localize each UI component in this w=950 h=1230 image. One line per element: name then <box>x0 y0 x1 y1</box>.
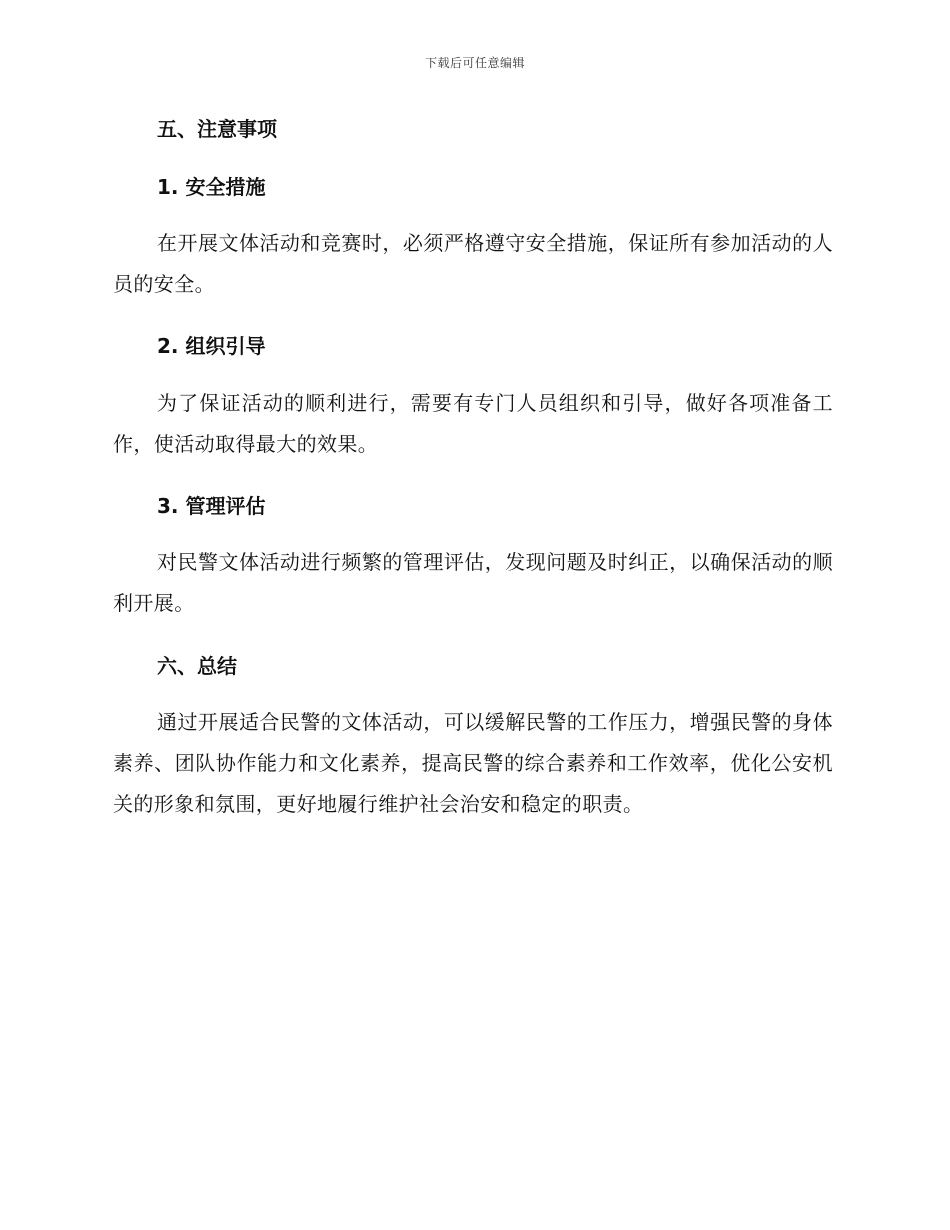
section-title-precautions: 五、注意事项 <box>157 117 277 141</box>
paragraph-organization: 为了保证活动的顺利进行，需要有专门人员组织和引导，做好各项准备工作，使活动取得最大的效果。 <box>113 391 833 456</box>
paragraph-safety: 在开展文体活动和竞赛时，必须严格遵守安全措施，保证所有参加活动的人员的安全。 <box>113 231 833 296</box>
paragraph-evaluation: 对民警文体活动进行频繁的管理评估，发现问题及时纠正，以确保活动的顺利开展。 <box>113 550 833 615</box>
section-title-summary: 六、总结 <box>157 654 237 678</box>
subsection-title-safety: 1. 安全措施 <box>157 175 266 199</box>
subsection-title-evaluation: 3. 管理评估 <box>157 494 266 518</box>
subsection-title-organization: 2. 组织引导 <box>157 334 266 358</box>
page-header-note: 下载后可任意编辑 <box>424 56 525 70</box>
paragraph-summary: 通过开展适合民警的文体活动，可以缓解民警的工作压力，增强民警的身体素养、团队协作能力和文化素养，提高民警的综合素养和工作效率，优化公安机关的形象和氛围，更好地履行维护社会治安和稳定的职责。 <box>113 710 833 816</box>
